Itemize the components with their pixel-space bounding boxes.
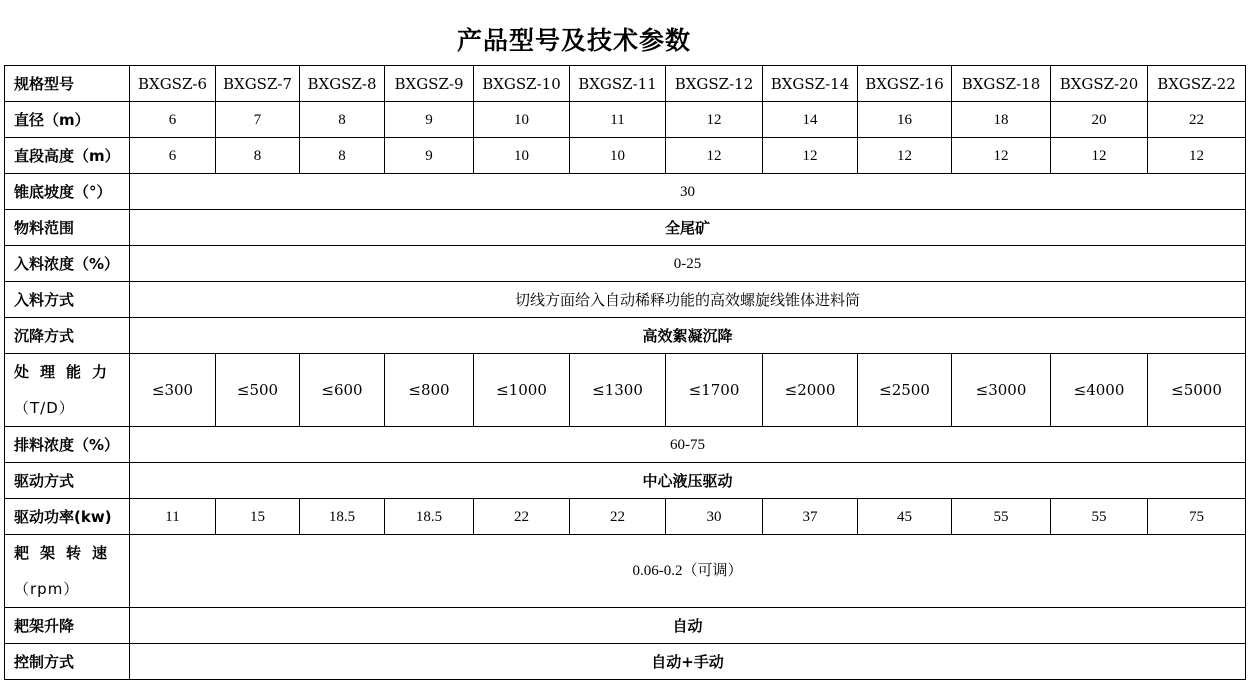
table-cell: ≤2500 <box>858 354 952 427</box>
table-cell: 22 <box>474 499 570 535</box>
table-cell: BXGSZ-8 <box>300 66 385 102</box>
row-label: 驱动方式 <box>5 463 130 499</box>
table-cell: 55 <box>952 499 1051 535</box>
table-cell: 14 <box>763 102 858 138</box>
table-row-drive-power <box>5 499 1246 535</box>
table-cell: 22 <box>1148 102 1246 138</box>
table-cell: 12 <box>1051 138 1148 174</box>
table-row-rake-speed <box>5 535 1246 608</box>
table-cell: ≤800 <box>385 354 474 427</box>
table-cell: 12 <box>1148 138 1246 174</box>
row-label: 物料范围 <box>5 210 130 246</box>
table-row-discharge-concentration <box>5 427 1246 463</box>
row-label: 锥底坡度（°） <box>5 174 130 210</box>
table-cell: 18.5 <box>300 499 385 535</box>
row-label: 入料方式 <box>5 282 130 318</box>
table-cell-merged: 切线方面给入自动稀释功能的高效螺旋线锥体进料筒 <box>130 282 1246 318</box>
table-cell: BXGSZ-7 <box>216 66 300 102</box>
table-cell: 7 <box>216 102 300 138</box>
table-cell: 6 <box>130 138 216 174</box>
row-label-unit: （T/D） <box>14 399 75 417</box>
table-cell: 12 <box>666 138 763 174</box>
table-cell: 8 <box>300 138 385 174</box>
table-cell: 20 <box>1051 102 1148 138</box>
row-label: 控制方式 <box>5 644 130 680</box>
table-cell: ≤1700 <box>666 354 763 427</box>
table-row-control-method <box>5 644 1246 680</box>
table-cell: 12 <box>763 138 858 174</box>
table-cell-merged: 中心液压驱动 <box>130 463 1246 499</box>
table-cell: 30 <box>666 499 763 535</box>
table-cell: 10 <box>474 102 570 138</box>
row-label: 排料浓度（%） <box>5 427 130 463</box>
table-cell: 75 <box>1148 499 1246 535</box>
table-cell: BXGSZ-6 <box>130 66 216 102</box>
table-cell: 45 <box>858 499 952 535</box>
table-cell: ≤1000 <box>474 354 570 427</box>
table-cell: ≤1300 <box>570 354 666 427</box>
table-row-model <box>5 66 1246 102</box>
table-cell: 37 <box>763 499 858 535</box>
table-cell: 10 <box>570 138 666 174</box>
table-row-rake-lift <box>5 608 1246 644</box>
row-label <box>5 535 130 608</box>
table-cell: 12 <box>952 138 1051 174</box>
table-row-drive-method <box>5 463 1246 499</box>
table-cell: ≤300 <box>130 354 216 427</box>
table-cell: 18 <box>952 102 1051 138</box>
table-cell: ≤600 <box>300 354 385 427</box>
table-cell: BXGSZ-10 <box>474 66 570 102</box>
table-row-cone-slope <box>5 174 1246 210</box>
page-title: 产品型号及技术参数 <box>456 26 691 55</box>
table-cell: 18.5 <box>385 499 474 535</box>
spec-table <box>4 65 1246 680</box>
row-label: 耙架升降 <box>5 608 130 644</box>
table-cell: ≤5000 <box>1148 354 1246 427</box>
table-cell: 55 <box>1051 499 1148 535</box>
row-label-main: 处理能力 <box>14 363 119 381</box>
table-row-straight-height <box>5 138 1246 174</box>
table-cell: 16 <box>858 102 952 138</box>
table-cell-merged: 高效絮凝沉降 <box>130 318 1246 354</box>
table-cell-merged: 30 <box>130 174 1246 210</box>
table-cell: ≤2000 <box>763 354 858 427</box>
table-row-feed-concentration <box>5 246 1246 282</box>
row-label: 沉降方式 <box>5 318 130 354</box>
table-cell: ≤500 <box>216 354 300 427</box>
table-cell-merged: 0.06-0.2（可调） <box>130 535 1246 608</box>
table-cell-merged: 0-25 <box>130 246 1246 282</box>
table-cell: 9 <box>385 102 474 138</box>
table-cell: BXGSZ-14 <box>763 66 858 102</box>
table-cell: BXGSZ-9 <box>385 66 474 102</box>
table-cell: BXGSZ-11 <box>570 66 666 102</box>
table-cell: 8 <box>300 102 385 138</box>
table-cell: 6 <box>130 102 216 138</box>
table-cell: BXGSZ-18 <box>952 66 1051 102</box>
row-label: 直径（m） <box>5 102 130 138</box>
table-row-settling-method <box>5 318 1246 354</box>
row-label: 驱动功率(kw) <box>5 499 130 535</box>
table-cell: BXGSZ-12 <box>666 66 763 102</box>
table-cell: 12 <box>858 138 952 174</box>
table-cell: 11 <box>570 102 666 138</box>
table-cell: 10 <box>474 138 570 174</box>
row-label: 规格型号 <box>5 66 130 102</box>
table-cell-merged: 自动 <box>130 608 1246 644</box>
table-cell: ≤4000 <box>1051 354 1148 427</box>
table-row-material-range <box>5 210 1246 246</box>
row-label-main: 耙架转速 <box>14 544 119 562</box>
table-cell-merged: 全尾矿 <box>130 210 1246 246</box>
table-cell: BXGSZ-22 <box>1148 66 1246 102</box>
row-label <box>5 354 130 427</box>
table-row-capacity <box>5 354 1246 427</box>
row-label-unit: （rpm） <box>14 580 80 598</box>
table-cell: 9 <box>385 138 474 174</box>
table-row-feed-method <box>5 282 1246 318</box>
table-cell: 15 <box>216 499 300 535</box>
row-label: 直段高度（m） <box>5 138 130 174</box>
table-cell: BXGSZ-20 <box>1051 66 1148 102</box>
table-cell: 11 <box>130 499 216 535</box>
table-cell: ≤3000 <box>952 354 1051 427</box>
table-cell: BXGSZ-16 <box>858 66 952 102</box>
table-cell-merged: 自动+手动 <box>130 644 1246 680</box>
row-label: 入料浓度（%） <box>5 246 130 282</box>
table-cell: 12 <box>666 102 763 138</box>
table-cell-merged: 60-75 <box>130 427 1246 463</box>
table-cell: 22 <box>570 499 666 535</box>
table-row-diameter <box>5 102 1246 138</box>
table-cell: 8 <box>216 138 300 174</box>
